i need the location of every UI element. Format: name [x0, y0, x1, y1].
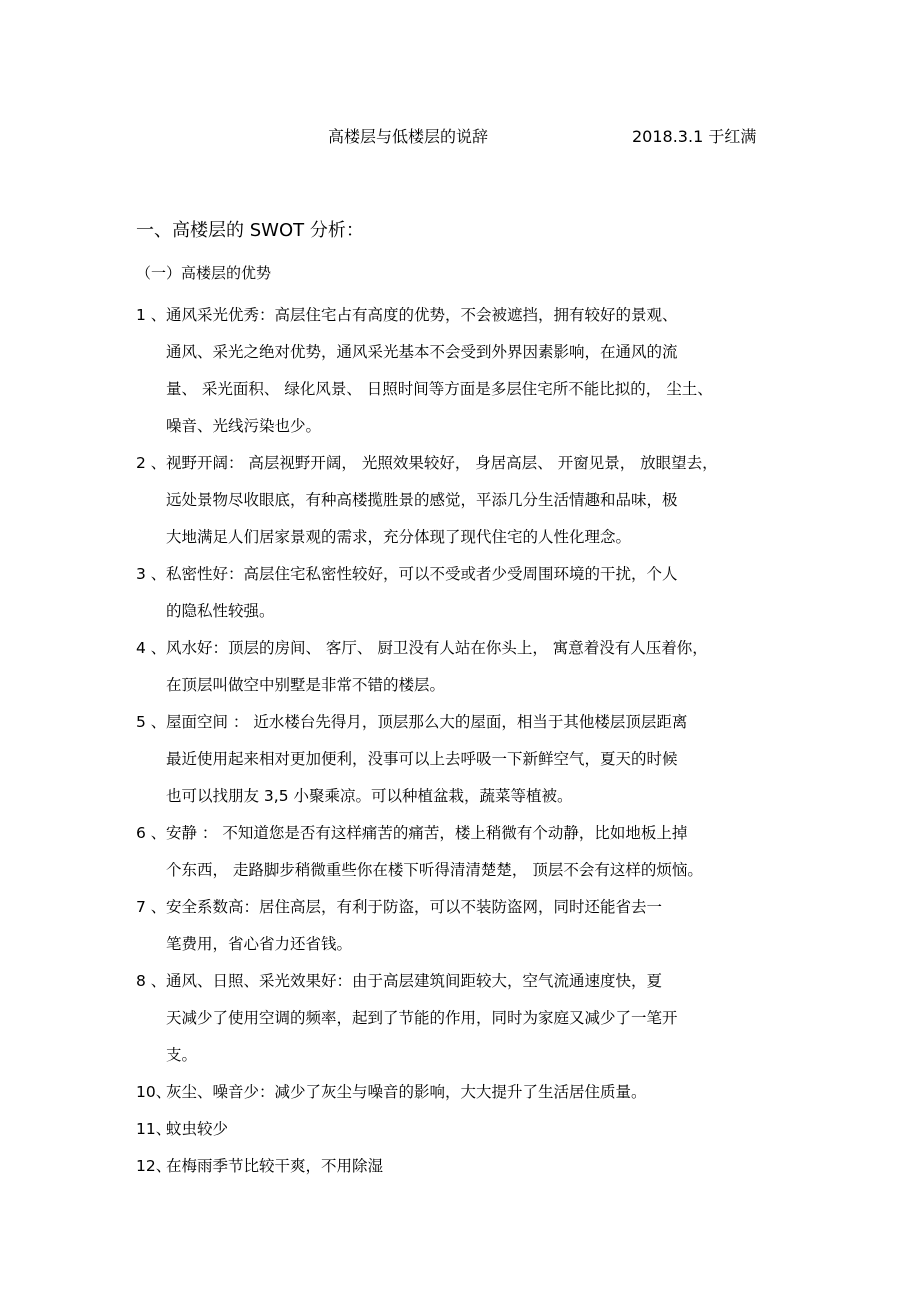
list-item-line: 安静 ： 不知道您是否有这样痛苦的痛苦，楼上稍微有个动静，比如地板上掉: [166, 824, 688, 842]
list-item-line: 大地满足人们居家景观的需求，充分体现了现代住宅的人性化理念。: [166, 528, 632, 546]
list-item-line: 屋面空间 ： 近水楼台先得月，顶层那么大的屋面，相当于其他楼层顶层距离: [166, 713, 688, 731]
list-item-line: 视野开阔： 高层视野开阔， 光照效果较好， 身居高层、 开窗见景， 放眼望去，: [166, 454, 718, 472]
list-item-line: 最近使用起来相对更加便利，没事可以上去呼吸一下新鲜空气，夏天的时候: [166, 750, 678, 768]
list-item: [136, 1111, 776, 1148]
list-item-line: 噪音、光线污染也少。: [166, 417, 322, 435]
section-heading: 一、高楼层的 SWOT 分析：: [136, 220, 364, 241]
list-item-line: 通风采光优秀：高层住宅占有高度的优势，不会被遮挡，拥有较好的景观、: [166, 306, 678, 324]
title-row: [0, 124, 920, 148]
list-item-line: 在顶层叫做空中别墅是非常不错的楼层。: [166, 676, 446, 694]
list-item-line: 个东西， 走路脚步稍微重些你在楼下听得清清楚楚， 顶层不会有这样的烦恼。: [166, 861, 703, 879]
list-item-line: 蚊虫较少: [166, 1120, 229, 1138]
list-item-number: 12、: [136, 1157, 172, 1175]
list-item-line: 的隐私性较强。: [166, 602, 275, 620]
list-item-number: 1 、: [136, 306, 167, 324]
list-item-line: 支。: [166, 1046, 198, 1064]
document-title: 高楼层与低楼层的说辞: [328, 127, 489, 146]
list-item-line: 也可以找朋友 3,5 小聚乘凉。可以种植盆栽，蔬菜等植被。: [166, 787, 573, 805]
list-item-number: 2 、: [136, 454, 167, 472]
list-item: [136, 1074, 776, 1111]
list-item: [136, 889, 776, 963]
list-item: [136, 556, 776, 630]
list-item-line: 风水好：顶层的房间、 客厅、 厨卫没有人站在你头上， 寓意着没有人压着你，: [166, 639, 708, 657]
list-item-line: 笔费用，省心省力还省钱。: [166, 935, 353, 953]
list-item-line: 通风、采光之绝对优势，通风采光基本不会受到外界因素影响，在通风的流: [166, 343, 678, 361]
list-item-number: 10、: [136, 1083, 172, 1101]
list-item: [136, 963, 776, 1074]
list-item-line: 通风、日照、采光效果好：由于高层建筑间距较大，空气流通速度快，夏: [166, 972, 663, 990]
list-item-number: 4 、: [136, 639, 167, 657]
list-item: [136, 815, 776, 889]
list-item-number: 8 、: [136, 972, 167, 990]
list-item-line: 安全系数高：居住高层，有利于防盗，可以不装防盗网，同时还能省去一: [166, 898, 663, 916]
list-item-number: 3 、: [136, 565, 167, 583]
advantage-list: [136, 297, 776, 1185]
list-item-number: 6 、: [136, 824, 167, 842]
list-item: [136, 630, 776, 704]
list-item-line: 灰尘、噪音少：减少了灰尘与噪音的影响，大大提升了生活居住质量。: [166, 1083, 647, 1101]
list-item: [136, 297, 776, 445]
list-item-line: 在梅雨季节比较干爽，不用除湿: [166, 1157, 384, 1175]
list-item-line: 私密性好：高层住宅私密性较好，可以不受或者少受周围环境的干扰，个人: [166, 565, 678, 583]
list-item-line: 量、 采光面积、 绿化风景、 日照时间等方面是多层住宅所不能比拟的， 尘土、: [166, 380, 713, 398]
list-item-number: 5 、: [136, 713, 167, 731]
subsection-heading: （一）高楼层的优势: [136, 264, 272, 282]
list-item: [136, 445, 776, 556]
list-item-line: 远处景物尽收眼底，有种高楼揽胜景的感觉，平添几分生活情趣和品味，极: [166, 491, 678, 509]
list-item-number: 7 、: [136, 898, 167, 916]
list-item: [136, 704, 776, 815]
list-item-number: 11、: [136, 1120, 172, 1138]
document-date-author: 2018.3.1 于红满: [632, 127, 757, 146]
list-item-line: 天减少了使用空调的频率，起到了节能的作用，同时为家庭又减少了一笔开: [166, 1009, 678, 1027]
list-item: [136, 1148, 776, 1185]
